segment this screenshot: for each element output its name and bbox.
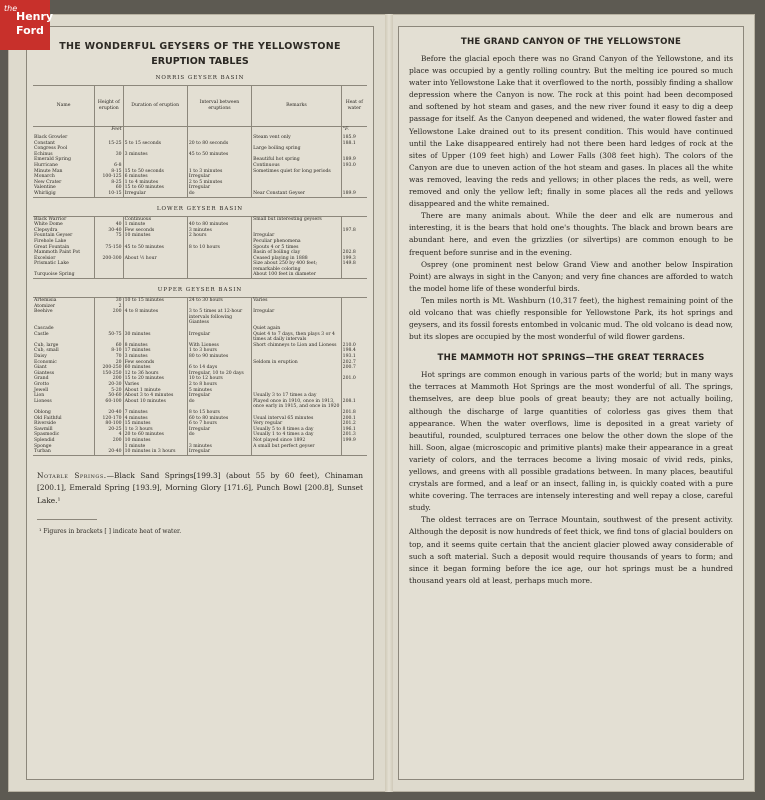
notable-text: —Black Sand Springs[199.3] (about 55 by 60 feet), Chinaman [200.1], Emerald Spring [193.9], Morning Glory [171.6], Punch Bowl [200.8], Sunset Lake.¹	[37, 470, 363, 505]
column-header: Name	[33, 86, 95, 127]
table-cell: Monarch	[34, 174, 55, 180]
table-cell: 150-250	[95, 371, 123, 377]
table-cell: New Crater	[34, 179, 62, 185]
logo-ford: Ford	[16, 24, 44, 37]
table-cell: 80 to 90 minutes	[187, 354, 251, 360]
table-cell: Giantess	[34, 370, 55, 376]
table-cell: Minute Man	[34, 168, 63, 174]
table-cell: Hurricane	[34, 162, 58, 168]
table-cell: Cascade	[34, 326, 54, 332]
table-row	[33, 261, 367, 272]
table-cell: Usual interval 65 minutes	[252, 416, 342, 422]
table-cell: Irregular	[252, 309, 342, 326]
table-cell: Splendid	[34, 437, 55, 443]
table-cell: 100-125	[95, 174, 123, 180]
degree-unit: °F.	[341, 127, 367, 136]
table-cell: 200.7	[341, 365, 367, 371]
table-cell: Irregular	[187, 332, 251, 343]
table-cell: Black Warrior	[34, 216, 67, 222]
table-cell: 5 to 15 seconds	[123, 141, 187, 147]
table-cell: Irregular	[187, 449, 251, 455]
footnote-rule	[37, 519, 97, 520]
table-cell: 8 to 10 hours	[187, 245, 251, 251]
table-cell: 20	[95, 360, 123, 366]
feet-unit: Feet	[95, 127, 123, 136]
table-cell: Grotto	[34, 381, 50, 387]
table-cell: About 1 minute	[123, 388, 187, 394]
table-cell: 10 minutes	[123, 233, 187, 239]
logo-henry: Henry	[16, 10, 54, 23]
table-cell: 189.9	[341, 191, 367, 197]
table-cell: About 3 to 4 minutes	[123, 393, 187, 399]
notable-lead: Notable Springs.	[37, 470, 107, 480]
table-cell: 8 to 15 hours	[187, 410, 251, 416]
logo-the: the	[4, 4, 18, 13]
table-cell	[252, 449, 342, 455]
table-cell: Played once in 1910, once in 1913, once early in 1915, and once in 1920	[253, 398, 340, 410]
table-cell: 75-150	[95, 245, 123, 251]
table-cell	[33, 127, 95, 136]
table-cell: Constant	[34, 140, 55, 146]
table-cell: 185.9	[341, 135, 367, 141]
table-cell: Valentine	[34, 185, 56, 191]
table-cell: 30	[95, 152, 123, 158]
table-cell: 200-300	[95, 256, 123, 262]
table-row	[33, 332, 367, 343]
table-cell: 15 minutes	[123, 421, 187, 427]
table-cell	[123, 127, 187, 136]
footnote: ¹ Figures in brackets [ ] indicate heat of water.	[39, 528, 182, 536]
table-cell: Cub, large	[34, 342, 59, 348]
table-cell	[187, 127, 251, 136]
table-cell: Usually 1 to 4 times a day	[252, 432, 342, 438]
table-cell: 20 to 60 minutes	[123, 432, 187, 438]
henry-ford-logo	[0, 0, 54, 50]
table-cell: Castle	[34, 331, 49, 337]
table-cell: 6-8	[95, 163, 123, 169]
table-cell: 1 to 3 hours	[123, 427, 187, 433]
table-cell: 30	[95, 298, 123, 304]
table-cell: 199.9	[341, 438, 367, 444]
table-cell: do	[187, 191, 251, 197]
grand-canyon-title: THE GRAND CANYON OF THE YELLOWSTONE	[460, 37, 682, 47]
table-cell: Artemisia	[34, 298, 57, 304]
table-cell: 197.8	[341, 228, 367, 234]
basin-heading: LOWER GEYSER BASIN	[156, 205, 244, 212]
table-cell: Excelsior	[34, 255, 56, 261]
table-cell: 208.1	[341, 399, 367, 410]
table-cell: Varies	[123, 382, 187, 388]
table-cell: Irregular	[123, 191, 187, 197]
table-cell: 70	[95, 354, 123, 360]
table-cell: Turban	[34, 449, 51, 455]
table-cell: 1 minute	[123, 222, 187, 228]
table-cell: Ceased playing in 1888	[252, 256, 342, 262]
table-cell: 20-30	[95, 382, 123, 388]
table-cell: Sawmill	[34, 426, 53, 432]
table-row	[33, 191, 367, 197]
paragraph: Before the glacial epoch there was no Grand Canyon of the Yellowstone, and its place was occupied by a gently rolling country. But the melting ice poured so much water into Yellowstone Lake that it overflowed to the north, possibly finding a shallow depression where the Canyon is now. The rock at this point had been decomposed and softened by hot steam and gases, and the new river found it easy to dig a deep passage for itself. As the Canyon deepened and widened, the water flowed faster and Yellowstone Lake drained out to its present condition. This would have continued until the Lake disappeared entirely had not there been hard ledges of rock at the sites of Upper (109 feet high) and Lower Falls (308 feet high). The colors of the Canyon are due to uneven action of the hot steam and gases. In places all the white was removed, leaving the reds and yellows; in other places the reds, as well, were removed and only the yellow left; finally in some places all the reds and yellows disappeared and the white remained.	[409, 54, 733, 209]
table-cell: 201.3	[341, 432, 367, 438]
table-cell: 15 to 50 seconds	[123, 169, 187, 175]
table-cell: Emerald Spring	[34, 157, 71, 163]
table-cell: Quiet 4 to 7 days, then plays 3 or 4 times at daily intervals	[252, 332, 342, 343]
column-header: Remarks	[252, 86, 342, 127]
table-cell: Atomizer	[34, 303, 56, 309]
paragraph: Ten miles north is Mt. Washburn (10,317 feet), the highest remaining point of the old volcano that was chiefly responsible for Yellowstone Park, its hot springs and geysers, and its fossil forests entombed in volcanic mud. The old volcano is dead now, but its slopes are occupied by the most wonderful of wild flower gardens.	[409, 295, 733, 342]
table-cell: 200	[95, 438, 123, 444]
table-cell	[95, 261, 123, 272]
table-cell: do	[187, 399, 251, 410]
paragraph: There are many animals about. While the deer and elk are numerous and interesting, it is the bears that hold one's thoughts. The black and brown bears are abundant here, and even the grizzlies (or silvertips) are common enough to be frequent before sunrise and in the evening.	[409, 211, 733, 257]
table-cell: Mammoth Paint Pot	[34, 250, 81, 256]
grand-canyon-text	[409, 53, 733, 343]
table-cell: 199.3	[341, 256, 367, 262]
table-cell: Economic	[34, 359, 57, 365]
right-panel-articles	[398, 26, 744, 780]
brochure-sheet	[8, 14, 755, 792]
table-cell: 8-10	[95, 348, 123, 354]
table-cell: 20 to 80 seconds	[187, 141, 251, 147]
table-cell: Clepsydra	[34, 227, 58, 233]
table-cell: Irregular	[187, 174, 251, 180]
table-cell: Congress Pool	[34, 146, 68, 152]
table-cell: Daisy	[34, 354, 47, 359]
table-cell: 201.2	[341, 421, 367, 427]
table-cell: 45 to 50 minutes	[123, 245, 187, 251]
table-cell: 60-100	[95, 399, 123, 410]
table-cell: 1 to 3 minutes	[187, 169, 251, 175]
table-cell: Not played since 1892	[252, 438, 342, 444]
table-cell	[341, 309, 367, 326]
table-cell: 30-40	[95, 228, 123, 234]
eruption-table	[33, 297, 367, 456]
table-cell: Sponge	[34, 443, 52, 449]
table-cell: 149.8	[341, 261, 367, 272]
table-cell: Near Constant Geyser	[252, 191, 342, 197]
table-cell: A small but perfect geyser	[252, 444, 342, 450]
table-cell: Beehive	[34, 309, 53, 315]
table-cell: 12 to 36 hours	[123, 371, 187, 377]
table-cell: 1 minute	[123, 444, 187, 450]
table-cell: 200.1	[341, 416, 367, 422]
table-cell: Large boiling spring	[252, 146, 342, 152]
table-cell: 3 minutes	[187, 228, 251, 234]
table-cell: Size about 250 by 400 feet; remarkable coloring	[252, 261, 342, 272]
table-cell: 2 hours	[187, 233, 251, 239]
table-cell: 10 to 15 minutes	[123, 298, 187, 304]
table-cell: Black Growler	[34, 135, 68, 140]
center-fold	[385, 14, 393, 792]
table-cell: 50-60	[95, 393, 123, 399]
table-cell: About 10 minutes	[123, 399, 187, 410]
table-cell: 6 minutes	[123, 174, 187, 180]
table-cell: About ½ hour	[123, 256, 187, 262]
left-panel-geyser-tables	[26, 26, 374, 780]
table-cell: 1 to 4 minutes	[123, 180, 187, 186]
table-cell: 198.4	[341, 348, 367, 354]
table-cell: 210.0	[341, 343, 367, 349]
table-cell: 60	[95, 343, 123, 349]
table-cell: 17 minutes	[123, 348, 187, 354]
table-cell: 3 to 5 times at 12-hour intervals following Giantess	[187, 309, 251, 326]
table-cell: Few seconds	[123, 228, 187, 234]
table-cell: Seldom in eruption	[252, 360, 342, 366]
table-cell: 3 minutes	[123, 354, 187, 360]
table-cell	[95, 272, 123, 278]
table-cell: Short chimneys to Lion and Lioness	[252, 343, 342, 349]
table-cell: 4	[95, 432, 123, 438]
table-cell: Varies	[252, 298, 342, 304]
table-cell: 3 minutes	[123, 152, 187, 158]
table-cell: 10 minutes	[123, 438, 187, 444]
paragraph: Osprey (one prominent nest below Grand View and another below Inspiration Point) are always in sight in the Canyon; and very fine chances are afforded to watch the model home life of these wonderful birds.	[409, 259, 733, 293]
table-cell: Basin of boiling clay	[252, 250, 342, 256]
table-cell: Spasmodic	[34, 432, 60, 438]
table-cell: do	[187, 432, 251, 438]
table-cell: 2 to 5 minutes	[187, 180, 251, 186]
table-cell: 120-170	[95, 416, 123, 422]
table-cell: 201.0	[341, 376, 367, 382]
table-cell: 40 to 80 minutes	[187, 222, 251, 228]
table-cell: 24 to 30 hours	[187, 298, 251, 304]
basin-heading: NORRIS GEYSER BASIN	[155, 75, 245, 81]
table-cell: 40	[95, 222, 123, 228]
table-cell: 202.8	[341, 250, 367, 256]
table-cell: 200	[95, 376, 123, 382]
notable-springs-paragraph	[37, 470, 363, 508]
table-cell: 80-100	[95, 421, 123, 427]
paragraph: The oldest terraces are on Terrace Mountain, southwest of the present activity. Although the deposit is now hundreds of feet thick, we find tons of glacial boulders on top, and it seems quite certain that the ancient glacier plowed away considerable of such a soft material. Such a deposit would require thousands of years to form; and since it began forming before the ice age, our hot springs must be a hundred thousand years old at least, perhaps much more.	[409, 515, 733, 585]
table-cell: Beautiful hot spring	[252, 157, 342, 163]
table-cell: 60 minutes	[123, 365, 187, 371]
table-cell: Peculiar phenomena	[252, 239, 342, 245]
table-cell	[341, 272, 367, 278]
table-cell: 20-40	[95, 410, 123, 416]
table-cell: 6 to 14 days	[187, 365, 251, 371]
table-cell: 4 to 8 minutes	[123, 309, 187, 326]
table-cell: Turquoise Spring	[34, 272, 75, 278]
table-cell: 2	[95, 304, 123, 310]
table-cell: Continuous	[123, 216, 187, 222]
table-cell: 3 minutes	[187, 444, 251, 450]
table-cell	[123, 261, 187, 272]
table-cell: 201.8	[341, 410, 367, 416]
table-cell: Old Faithful	[34, 415, 62, 421]
table-cell: 7 minutes	[123, 410, 187, 416]
column-header: Interval between eruptions	[187, 86, 251, 127]
table-cell: 196.1	[341, 427, 367, 433]
table-cell: 15-25	[95, 141, 123, 147]
table-cell: Irregular	[252, 233, 342, 239]
table-cell: Continuous	[252, 163, 342, 169]
table-cell: Steam vent only	[252, 135, 342, 141]
table-cell: Riverside	[34, 421, 56, 427]
table-cell	[123, 272, 187, 278]
table-cell: Irregular	[187, 185, 251, 191]
table-cell: Great Fountain	[34, 244, 70, 250]
mammoth-text	[409, 369, 733, 587]
column-header: Height of eruption	[95, 86, 123, 127]
table-cell: 10 minutes in 3 hours	[123, 449, 187, 455]
table-cell: Spouts 4 or 5 times	[252, 245, 342, 251]
table-cell: 20-40	[95, 449, 123, 455]
table-cell: 60	[95, 185, 123, 191]
table-cell: With Lioness	[187, 343, 251, 349]
table-cell	[341, 332, 367, 343]
table-cell: Firehole Lake	[34, 238, 67, 244]
table-cell: Cub, small	[34, 348, 59, 354]
table-cell: Irregular, 10 to 20 days	[187, 371, 251, 377]
table-cell: 189.9	[341, 157, 367, 163]
table-cell: 188.1	[341, 141, 367, 147]
table-cell	[187, 272, 251, 278]
table-cell: Lion	[34, 393, 45, 399]
table-cell: 5-20	[95, 388, 123, 394]
table-cell: 50-75	[95, 332, 123, 343]
table-cell: Giant	[34, 365, 47, 371]
table-cell: Grand	[34, 376, 49, 382]
table-cell: 8-15	[95, 169, 123, 175]
table-cell: About 100 feet in diameter	[252, 272, 342, 278]
table-cell	[341, 449, 367, 455]
table-cell: 20-25	[95, 427, 123, 433]
table-cell	[187, 261, 251, 272]
table-cell: Prismatic Lake	[34, 261, 69, 267]
table-cell: 15 to 60 minutes	[123, 185, 187, 191]
table-cell: White Dome	[34, 222, 63, 228]
table-row	[33, 399, 367, 410]
table-cell: Jewell	[34, 387, 49, 393]
basin-heading: UPPER GEYSER BASIN	[157, 287, 243, 294]
table-cell: Echinus	[34, 151, 53, 157]
table-cell: 75	[95, 233, 123, 239]
table-cell: 200-250	[95, 365, 123, 371]
table-cell: Sometimes quiet for long periods	[252, 169, 342, 175]
table-cell: Oblong	[34, 409, 51, 415]
table-cell: 202.7	[341, 360, 367, 366]
table-row	[33, 309, 367, 326]
table-row	[33, 272, 367, 278]
table-cell: 10 to 12 hours	[187, 376, 251, 382]
table-cell: Irregular	[187, 393, 251, 399]
paragraph: Hot springs are common enough in various parts of the world; but in many ways the terraces at Mammoth Hot Springs are the most wonderful of all. The springs, themselves, are deep blue pools of great beauty; they are not actually boiling, although the discharge of large quantities of colorless gas gives them that appearance. When the water overflows, lime is deposited in a great variety of beautiful, rounded, sculptured terraces one below the other down the slope of the hill. Soon, algae (microscopic and primitive plants) make their appearance in a great variety of colors, and the terraces become a living mosaic of vivid reds, pinks, yellows, and greens with all possible gradations between. In many places, beautiful crystals are formed, and a leaf or an insect, falling in, is quickly coated with a pure white covering. The terraces are intensely interesting and well repay a close, careful study.	[409, 370, 733, 513]
table-cell: Usually 3 to 17 times a day	[252, 393, 342, 399]
table-cell: Fountain Geyser	[34, 233, 73, 239]
geysers-title: THE WONDERFUL GEYSERS OF THE YELLOWSTONE	[59, 41, 341, 52]
table-cell: 8-25	[95, 180, 123, 186]
table-cell: Usually 5 to 8 times a day	[252, 427, 342, 433]
table-cell: 200	[95, 309, 123, 326]
table-cell: 45 to 50 minutes	[187, 152, 251, 158]
table-cell: 193.0	[341, 163, 367, 169]
table-cell: Few seconds	[123, 360, 187, 366]
table-cell: 1 to 3 hours	[187, 348, 251, 354]
eruption-table	[33, 216, 367, 280]
column-header: Duration of eruption	[123, 86, 187, 127]
mammoth-title: THE MAMMOTH HOT SPRINGS—THE GREAT TERRACES	[437, 353, 705, 364]
table-cell: 5 minutes	[187, 388, 251, 394]
basin-tables	[27, 75, 373, 456]
table-cell: Whirligig	[34, 190, 56, 196]
table-cell: 60 to 80 minutes	[187, 416, 251, 422]
table-cell: Quiet again	[252, 326, 342, 332]
table-cell: 6 to 7 hours	[187, 421, 251, 427]
table-cell: 10-15	[95, 191, 123, 197]
eruption-tables-subtitle: ERUPTION TABLES	[151, 56, 249, 67]
table-cell: 2 to 8 hours	[187, 382, 251, 388]
table-cell: 15 to 20 minutes	[123, 376, 187, 382]
column-header: Heat of water	[341, 86, 367, 127]
table-cell: 193.1	[341, 354, 367, 360]
table-row	[33, 449, 367, 455]
table-cell: Lioness	[34, 398, 52, 404]
table-cell: Small but interesting geysers	[252, 216, 342, 222]
table-cell: 30 minutes	[123, 332, 187, 343]
table-cell: 8 minutes	[123, 343, 187, 349]
table-cell: Very regular	[252, 421, 342, 427]
table-cell: 4 minutes	[123, 416, 187, 422]
table-cell	[252, 127, 342, 136]
eruption-table	[33, 85, 367, 198]
table-cell: Irregular	[187, 427, 251, 433]
